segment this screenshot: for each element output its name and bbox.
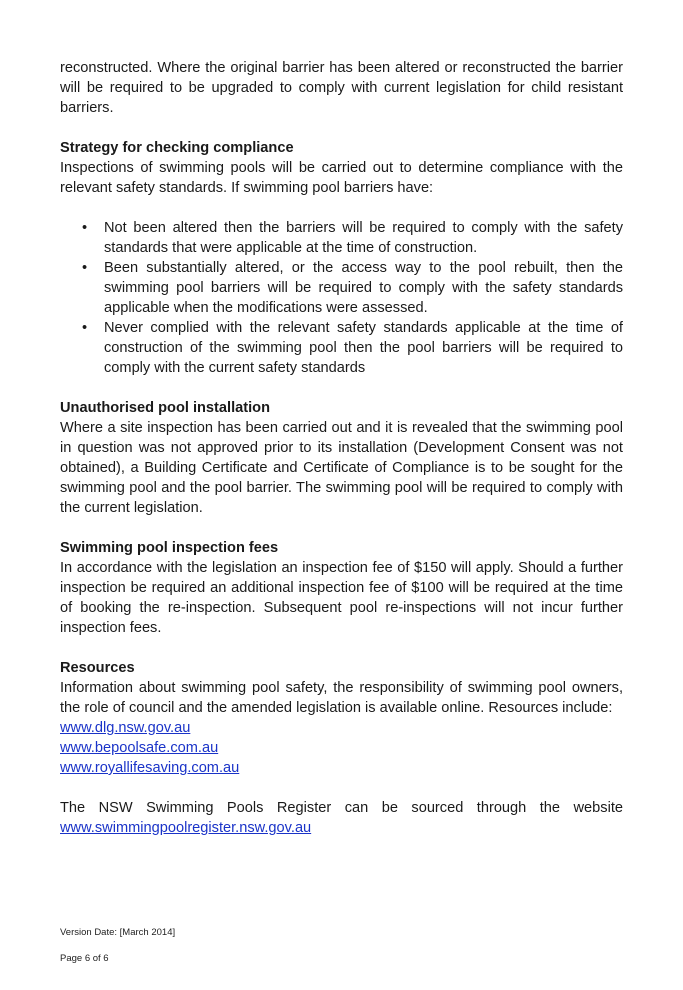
document-body (60, 58, 623, 838)
list-item (60, 318, 623, 378)
intro-paragraph: reconstructed. Where the original barrier has been altered or reconstructed the barrier will be required to be upgraded to comply with current legislation for child resistant barriers. (60, 60, 623, 116)
strategy-heading: Strategy for checking compliance (60, 140, 294, 156)
fees-paragraph: In accordance with the legislation an inspection fee of $150 will apply. Should a further inspection be required an additional inspection fee of $100 will be required at the time of booking the re-inspection. Subsequent pool re-inspections will not incur further inspection fees. (60, 560, 623, 636)
bullet-text: Not been altered then the barriers will be required to comply with the safety standards that were applicable at the time of construction. (104, 220, 623, 256)
bullet-text: Been substantially altered, or the access way to the pool rebuilt, then the swimming pool barriers will be required to comply with the safety standards applicable when the modifications were assessed. (104, 260, 623, 316)
link-royallifesaving[interactable]: www.royallifesaving.com.au (60, 760, 240, 776)
link-bepoolsafe[interactable]: www.bepoolsafe.com.au (60, 740, 219, 756)
bullet-icon: • (82, 260, 88, 276)
link-dlg[interactable]: www.dlg.nsw.gov.au (60, 720, 191, 736)
resources-paragraph: Information about swimming pool safety, the responsibility of swimming pool owners, the role of council and the amended legislation is available online. Resources include: (60, 680, 623, 716)
link-swimming-pool-register[interactable]: www.swimmingpoolregister.nsw.gov.au (60, 820, 312, 836)
list-item (60, 218, 623, 258)
strategy-paragraph: Inspections of swimming pools will be carried out to determine compliance with the relevant safety standards. If swimming pool barriers have: (60, 160, 623, 196)
footer-page-number: Page 6 of 6 (60, 953, 109, 964)
bullet-text: Never complied with the relevant safety standards applicable at the time of construction of the swimming pool then the pool barriers will be required to comply with the current safety standards (104, 320, 623, 376)
list-item (60, 258, 623, 318)
strategy-bullet-list (60, 218, 623, 378)
unauthorised-paragraph: Where a site inspection has been carried out and it is revealed that the swimming pool in question was not approved prior to its installation (Development Consent was not obtained), a Building Certificate and Certificate of Compliance is to be sought for the swimming pool and the pool barrier. The swimming pool will be required to comply with the current legislation. (60, 420, 623, 516)
footer-version-date: Version Date: [March 2014] (60, 927, 176, 938)
register-paragraph: The NSW Swimming Pools Register can be sourced through the website (60, 800, 623, 816)
bullet-icon: • (82, 320, 88, 336)
resources-heading: Resources (60, 660, 135, 676)
bullet-icon: • (82, 220, 88, 236)
unauthorised-heading: Unauthorised pool installation (60, 400, 270, 416)
fees-heading: Swimming pool inspection fees (60, 540, 279, 556)
